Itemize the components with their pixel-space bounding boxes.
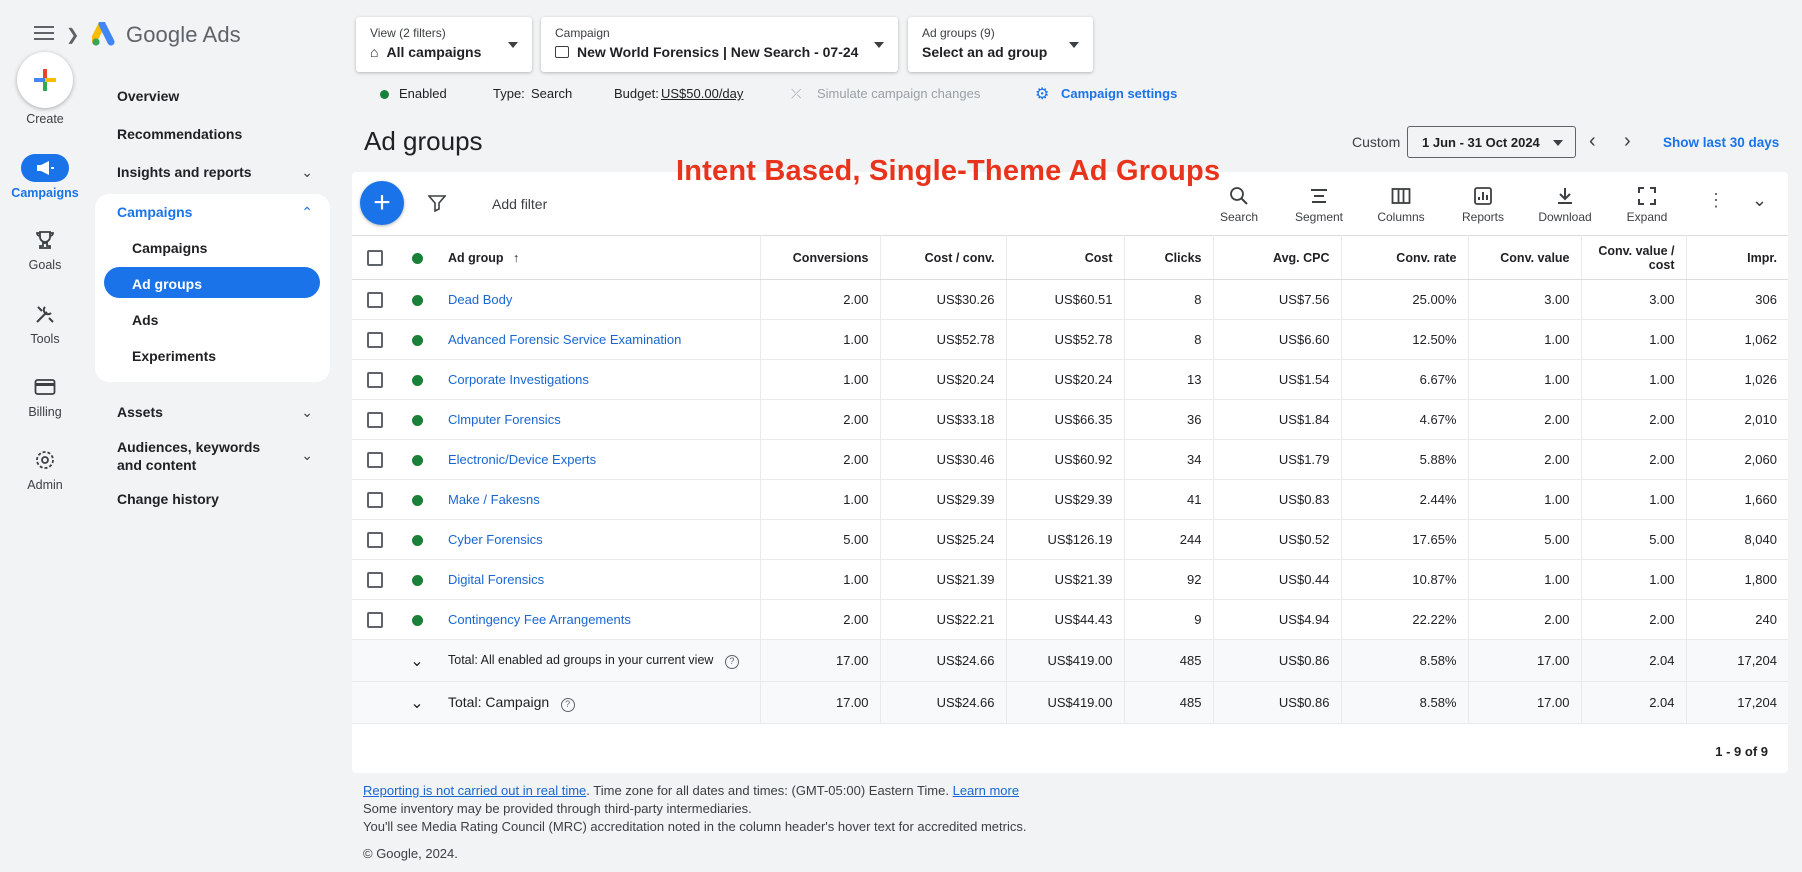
cell-conversions: 2.00 <box>760 600 880 640</box>
total-impressions: 17,204 <box>1686 640 1788 682</box>
nav-sub-ads[interactable]: Ads <box>132 312 159 328</box>
status-header-dot <box>412 253 423 264</box>
cell-conv-value: 5.00 <box>1468 520 1581 560</box>
cell-impressions: 1,026 <box>1686 360 1788 400</box>
rail-billing[interactable] <box>0 373 90 419</box>
budget-value[interactable]: US$50.00/day <box>661 86 744 101</box>
download-icon <box>1555 186 1575 206</box>
inventory-note: Some inventory may be provided through third-party intermediaries. <box>363 801 752 816</box>
cell-clicks: 41 <box>1124 480 1213 520</box>
cell-conv-rate: 5.88% <box>1341 440 1468 480</box>
enabled-status-dot[interactable] <box>412 535 423 546</box>
ad-group-name-link[interactable]: Digital Forensics <box>437 560 760 600</box>
total-label: Total: All enabled ad groups in your current view ? <box>437 640 760 682</box>
enabled-status-dot[interactable] <box>412 495 423 506</box>
rail-admin-label: Admin <box>27 478 63 492</box>
help-icon[interactable]: ? <box>561 698 575 712</box>
row-checkbox[interactable] <box>367 292 383 308</box>
rail-campaigns-label: Campaigns <box>11 186 79 200</box>
total-conv-rate: 8.58% <box>1341 640 1468 682</box>
cell-cost: US$44.43 <box>1006 600 1124 640</box>
expand-icon <box>1637 186 1657 206</box>
simulate-changes[interactable]: Simulate campaign changes <box>817 86 981 101</box>
cell-avg-cpc: US$0.44 <box>1213 560 1341 600</box>
cell-conversions: 1.00 <box>760 560 880 600</box>
cell-avg-cpc: US$1.84 <box>1213 400 1341 440</box>
cell-impressions: 2,010 <box>1686 400 1788 440</box>
row-checkbox[interactable] <box>367 332 383 348</box>
ad-group-name-link[interactable]: Dead Body <box>437 280 760 320</box>
rail-billing-label: Billing <box>28 405 62 419</box>
cell-impressions: 306 <box>1686 280 1788 320</box>
cell-conversions: 1.00 <box>760 360 880 400</box>
cell-impressions: 2,060 <box>1686 440 1788 480</box>
cell-impressions: 240 <box>1686 600 1788 640</box>
date-range-label: Custom <box>1352 134 1401 150</box>
cell-conv-rate: 25.00% <box>1341 280 1468 320</box>
home-icon: ⌂ <box>370 44 379 60</box>
learn-more-link[interactable]: Learn more <box>952 783 1020 798</box>
rail-tools[interactable] <box>0 300 90 346</box>
segment-icon <box>1309 186 1329 206</box>
total-clicks: 485 <box>1124 682 1213 724</box>
nav-change-history[interactable]: Change history <box>117 491 219 507</box>
nav-insights[interactable]: Insights and reports ⌄ <box>117 164 313 180</box>
add-filter[interactable]: Add filter <box>492 196 548 212</box>
campaign-filter-caption: Campaign <box>555 26 610 40</box>
next-period-icon[interactable]: › <box>1624 130 1631 152</box>
credit-card-icon <box>34 378 56 396</box>
cell-cost: US$29.39 <box>1006 480 1124 520</box>
enabled-dot <box>380 90 389 99</box>
col-conv-rate[interactable]: Conv. rate <box>1341 236 1468 280</box>
cell-cost: US$52.78 <box>1006 320 1124 360</box>
reports-icon <box>1473 186 1493 206</box>
view-filter[interactable] <box>356 17 532 72</box>
rail-admin[interactable] <box>0 446 90 492</box>
cell-conv-rate: 17.65% <box>1341 520 1468 560</box>
cell-conv-value-cost: 2.00 <box>1581 600 1686 640</box>
table-row[interactable] <box>352 320 1788 360</box>
prev-period-icon[interactable]: ‹ <box>1589 130 1596 152</box>
toolbar-segment-label: Segment <box>1294 210 1344 224</box>
col-impressions[interactable]: Impr. <box>1686 236 1788 280</box>
ad-group-name-link[interactable]: Clmputer Forensics <box>437 400 760 440</box>
toolbar-segment[interactable] <box>1284 186 1354 224</box>
cell-conversions: 5.00 <box>760 520 880 560</box>
toolbar-columns-label: Columns <box>1377 210 1425 224</box>
cell-conv-rate: 22.22% <box>1341 600 1468 640</box>
cell-clicks: 13 <box>1124 360 1213 400</box>
table-row[interactable] <box>352 560 1788 600</box>
toolbar-download[interactable] <box>1530 186 1600 224</box>
tools-icon <box>34 303 56 325</box>
cell-cost: US$66.35 <box>1006 400 1124 440</box>
cell-impressions: 1,660 <box>1686 480 1788 520</box>
campaign-settings-link[interactable]: Campaign settings <box>1061 86 1178 101</box>
total-conv-value: 17.00 <box>1468 640 1581 682</box>
cell-conv-value: 1.00 <box>1468 480 1581 520</box>
campaigns-nav-card <box>95 194 330 382</box>
total-label: Total: Campaign ? <box>437 682 760 724</box>
ad-groups-table <box>352 235 1788 724</box>
col-cost[interactable]: Cost <box>1006 236 1124 280</box>
cell-conv-value: 2.00 <box>1468 600 1581 640</box>
search-campaign-icon <box>555 46 569 58</box>
cell-cost-per-conv: US$22.21 <box>880 600 1006 640</box>
enabled-status-dot[interactable] <box>412 615 423 626</box>
cell-cost: US$21.39 <box>1006 560 1124 600</box>
app-name: Google Ads <box>126 22 241 47</box>
cell-conv-value: 1.00 <box>1468 360 1581 400</box>
table-row[interactable] <box>352 440 1788 480</box>
col-conversions[interactable]: Conversions <box>760 236 880 280</box>
help-icon[interactable]: ? <box>725 655 739 669</box>
pagination-info: 1 - 9 of 9 <box>1715 744 1768 759</box>
enabled-status-dot[interactable] <box>412 455 423 466</box>
table-row[interactable] <box>352 600 1788 640</box>
view-filter-value: All campaigns <box>386 44 482 60</box>
cell-impressions: 8,040 <box>1686 520 1788 560</box>
chevron-down-icon: ⌄ <box>301 447 313 463</box>
mrc-note: You'll see Media Rating Council (MRC) accreditation noted in the column header's hover text for accredited metrics. <box>363 819 1027 834</box>
caret-down-icon <box>1069 42 1079 48</box>
rail-goals-label: Goals <box>28 258 62 272</box>
reporting-link[interactable]: Reporting is not carried out in real time <box>363 783 587 798</box>
simulate-icon: ⤫ <box>791 86 802 101</box>
more-vert-icon[interactable]: ⋮ <box>1707 190 1725 210</box>
timezone-text: . Time zone for all dates and times: (GMT-05:00) Eastern Time. <box>586 783 953 798</box>
cell-cost: US$20.24 <box>1006 360 1124 400</box>
table-row[interactable] <box>352 480 1788 520</box>
total-clicks: 485 <box>1124 640 1213 682</box>
enabled-status-dot[interactable] <box>412 295 423 306</box>
toolbar-search-label: Search <box>1219 210 1259 224</box>
cell-clicks: 92 <box>1124 560 1213 600</box>
cell-conv-rate: 6.67% <box>1341 360 1468 400</box>
plus-icon <box>32 67 58 93</box>
cell-avg-cpc: US$1.54 <box>1213 360 1341 400</box>
expand-chevron-icon[interactable]: ⌄ <box>410 694 424 712</box>
toolbar-reports-label: Reports <box>1461 210 1505 224</box>
collapse-icon[interactable]: ❯ <box>66 27 80 44</box>
row-checkbox[interactable] <box>367 492 383 508</box>
columns-icon <box>1391 186 1411 206</box>
cell-cost-per-conv: US$20.24 <box>880 360 1006 400</box>
filter-icon[interactable] <box>428 194 446 212</box>
cell-conv-value-cost: 2.00 <box>1581 400 1686 440</box>
adgroup-filter-value: Select an ad group <box>922 44 1048 60</box>
google-ads-logo[interactable] <box>92 22 241 48</box>
cell-conv-value: 1.00 <box>1468 560 1581 600</box>
cell-clicks: 8 <box>1124 320 1213 360</box>
nav-assets[interactable]: Assets ⌄ <box>117 404 313 420</box>
col-avg-cpc[interactable]: Avg. CPC <box>1213 236 1341 280</box>
cell-conv-value-cost: 1.00 <box>1581 360 1686 400</box>
status-enabled: Enabled <box>399 86 447 101</box>
campaign-filter-value: New World Forensics | New Search - 07-24 <box>577 44 859 60</box>
cell-cost-per-conv: US$25.24 <box>880 520 1006 560</box>
enabled-status-dot[interactable] <box>412 335 423 346</box>
type-value: Search <box>531 86 573 101</box>
cell-avg-cpc: US$0.52 <box>1213 520 1341 560</box>
show-last-30-days-link[interactable]: Show last 30 days <box>1663 135 1780 150</box>
total-cost: US$419.00 <box>1006 640 1124 682</box>
chevron-down-icon: ⌄ <box>301 404 313 420</box>
ad-group-name-link[interactable]: Advanced Forensic Service Examination <box>437 320 760 360</box>
expand-chevron-icon[interactable]: ⌄ <box>410 652 424 670</box>
cell-conversions: 2.00 <box>760 400 880 440</box>
nav-sub-ad-groups[interactable]: Ad groups <box>132 276 202 292</box>
rail-campaigns[interactable] <box>0 154 90 200</box>
cell-avg-cpc: US$1.79 <box>1213 440 1341 480</box>
total-avg-cpc: US$0.86 <box>1213 682 1341 724</box>
total-cost: US$419.00 <box>1006 682 1124 724</box>
total-impressions: 17,204 <box>1686 682 1788 724</box>
view-filter-caption: View (2 filters) <box>370 26 446 40</box>
select-all-checkbox[interactable] <box>367 250 383 266</box>
ad-group-name-link[interactable]: Cyber Forensics <box>437 520 760 560</box>
total-conv-value-cost: 2.04 <box>1581 682 1686 724</box>
cell-conversions: 2.00 <box>760 440 880 480</box>
nav-sub-experiments[interactable]: Experiments <box>132 348 217 364</box>
chevron-down-icon[interactable]: ⌄ <box>1752 190 1768 210</box>
cell-conv-value-cost: 2.00 <box>1581 440 1686 480</box>
cell-conv-value: 2.00 <box>1468 440 1581 480</box>
caret-down-icon <box>1553 140 1563 146</box>
type-label: Type: <box>493 86 525 101</box>
row-checkbox[interactable] <box>367 532 383 548</box>
cell-clicks: 8 <box>1124 280 1213 320</box>
table-header-row <box>352 236 1788 280</box>
total-conversions: 17.00 <box>760 682 880 724</box>
search-icon <box>1229 186 1249 206</box>
cell-conv-value-cost: 3.00 <box>1581 280 1686 320</box>
budget-label: Budget: <box>614 86 659 101</box>
rail-tools-label: Tools <box>30 332 60 346</box>
footer-notes <box>363 782 1026 836</box>
enabled-status-dot[interactable] <box>412 575 423 586</box>
totals-row <box>352 682 1788 724</box>
ad-group-name-link[interactable]: Make / Fakesns <box>437 480 760 520</box>
menu-icon[interactable] <box>34 26 54 44</box>
gear-icon: ⚙ <box>1035 86 1050 103</box>
ad-groups-card <box>352 172 1788 773</box>
cell-cost-per-conv: US$29.39 <box>880 480 1006 520</box>
left-rail <box>0 0 90 872</box>
enabled-status-dot[interactable] <box>412 415 423 426</box>
total-conv-value: 17.00 <box>1468 682 1581 724</box>
caret-down-icon <box>508 42 518 48</box>
cell-avg-cpc: US$4.94 <box>1213 600 1341 640</box>
col-ad-group[interactable]: Ad group ↑ <box>437 236 760 280</box>
col-conv-value[interactable]: Conv. value <box>1468 236 1581 280</box>
date-range-value: 1 Jun - 31 Oct 2024 <box>1422 135 1540 150</box>
adgroup-filter[interactable] <box>908 17 1093 72</box>
cell-conv-value-cost: 5.00 <box>1581 520 1686 560</box>
enabled-status-dot[interactable] <box>412 375 423 386</box>
create-label: Create <box>26 112 64 126</box>
col-clicks[interactable]: Clicks <box>1124 236 1213 280</box>
campaign-filter[interactable] <box>541 17 898 72</box>
cell-avg-cpc: US$6.60 <box>1213 320 1341 360</box>
row-checkbox[interactable] <box>367 372 383 388</box>
ad-group-name-link[interactable]: Corporate Investigations <box>437 360 760 400</box>
cell-conv-rate: 10.87% <box>1341 560 1468 600</box>
overlay-annotation-title: Intent Based, Single-Theme Ad Groups <box>676 155 1221 187</box>
table-row[interactable] <box>352 360 1788 400</box>
cell-conv-value: 1.00 <box>1468 320 1581 360</box>
total-cost-per-conv: US$24.66 <box>880 682 1006 724</box>
nav-overview[interactable]: Overview <box>117 88 180 104</box>
cell-clicks: 9 <box>1124 600 1213 640</box>
cell-cost-per-conv: US$21.39 <box>880 560 1006 600</box>
cell-cost: US$60.51 <box>1006 280 1124 320</box>
row-checkbox[interactable] <box>367 612 383 628</box>
cell-conv-value-cost: 1.00 <box>1581 320 1686 360</box>
cell-cost-per-conv: US$52.78 <box>880 320 1006 360</box>
cell-conv-value: 3.00 <box>1468 280 1581 320</box>
col-cost-per-conv[interactable]: Cost / conv. <box>880 236 1006 280</box>
toolbar-expand[interactable] <box>1612 186 1682 224</box>
cell-impressions: 1,062 <box>1686 320 1788 360</box>
total-avg-cpc: US$0.86 <box>1213 640 1341 682</box>
page-title: Ad groups <box>364 126 483 156</box>
toolbar-reports[interactable] <box>1448 186 1518 224</box>
chevron-up-icon: ⌃ <box>301 204 313 220</box>
cell-conv-rate: 2.44% <box>1341 480 1468 520</box>
sort-ascending-icon: ↑ <box>513 250 520 265</box>
toolbar-columns[interactable] <box>1366 186 1436 224</box>
cell-conv-value: 2.00 <box>1468 400 1581 440</box>
cell-cost-per-conv: US$33.18 <box>880 400 1006 440</box>
total-cost-per-conv: US$24.66 <box>880 640 1006 682</box>
table-row[interactable] <box>352 520 1788 560</box>
cell-avg-cpc: US$7.56 <box>1213 280 1341 320</box>
totals-row <box>352 640 1788 682</box>
adgroup-filter-caption: Ad groups (9) <box>922 26 995 40</box>
cell-conversions: 1.00 <box>760 320 880 360</box>
rail-goals[interactable] <box>0 226 90 272</box>
trophy-icon <box>34 229 56 251</box>
date-range-picker[interactable] <box>1407 126 1576 158</box>
total-conv-value-cost: 2.04 <box>1581 640 1686 682</box>
total-conv-rate: 8.58% <box>1341 682 1468 724</box>
table-row[interactable] <box>352 400 1788 440</box>
ad-group-name-link[interactable]: Electronic/Device Experts <box>437 440 760 480</box>
cell-impressions: 1,800 <box>1686 560 1788 600</box>
cell-cost-per-conv: US$30.46 <box>880 440 1006 480</box>
cell-conversions: 1.00 <box>760 480 880 520</box>
row-checkbox[interactable] <box>367 412 383 428</box>
copyright: © Google, 2024. <box>363 846 458 861</box>
add-ad-group-button[interactable]: + <box>360 181 404 225</box>
cell-conv-rate: 12.50% <box>1341 320 1468 360</box>
cell-conv-value-cost: 1.00 <box>1581 480 1686 520</box>
total-conversions: 17.00 <box>760 640 880 682</box>
toolbar-download-label: Download <box>1538 210 1592 224</box>
table-row[interactable] <box>352 280 1788 320</box>
cell-cost: US$126.19 <box>1006 520 1124 560</box>
cell-clicks: 34 <box>1124 440 1213 480</box>
cell-avg-cpc: US$0.83 <box>1213 480 1341 520</box>
megaphone-icon <box>35 160 55 176</box>
ad-group-name-link[interactable]: Contingency Fee Arrangements <box>437 600 760 640</box>
row-checkbox[interactable] <box>367 572 383 588</box>
google-ads-logo-icon <box>92 22 120 48</box>
toolbar-expand-label: Expand <box>1626 210 1668 224</box>
chevron-down-icon: ⌄ <box>301 164 313 180</box>
toolbar-search[interactable] <box>1204 186 1274 224</box>
cell-conv-rate: 4.67% <box>1341 400 1468 440</box>
caret-down-icon <box>874 42 884 48</box>
gear-icon <box>34 449 56 471</box>
cell-conversions: 2.00 <box>760 280 880 320</box>
nav-campaigns[interactable]: Campaigns ⌃ <box>117 204 313 220</box>
nav-sub-campaigns[interactable]: Campaigns <box>132 240 208 256</box>
cell-conv-value-cost: 1.00 <box>1581 560 1686 600</box>
col-conv-value-cost[interactable]: Conv. value / cost <box>1581 236 1686 280</box>
cell-clicks: 244 <box>1124 520 1213 560</box>
cell-cost: US$60.92 <box>1006 440 1124 480</box>
nav-audiences[interactable]: Audiences, keywords and content ⌄ <box>117 439 313 473</box>
nav-recommendations[interactable]: Recommendations <box>117 126 243 142</box>
cell-clicks: 36 <box>1124 400 1213 440</box>
create-button[interactable] <box>17 52 73 108</box>
row-checkbox[interactable] <box>367 452 383 468</box>
cell-cost-per-conv: US$30.26 <box>880 280 1006 320</box>
